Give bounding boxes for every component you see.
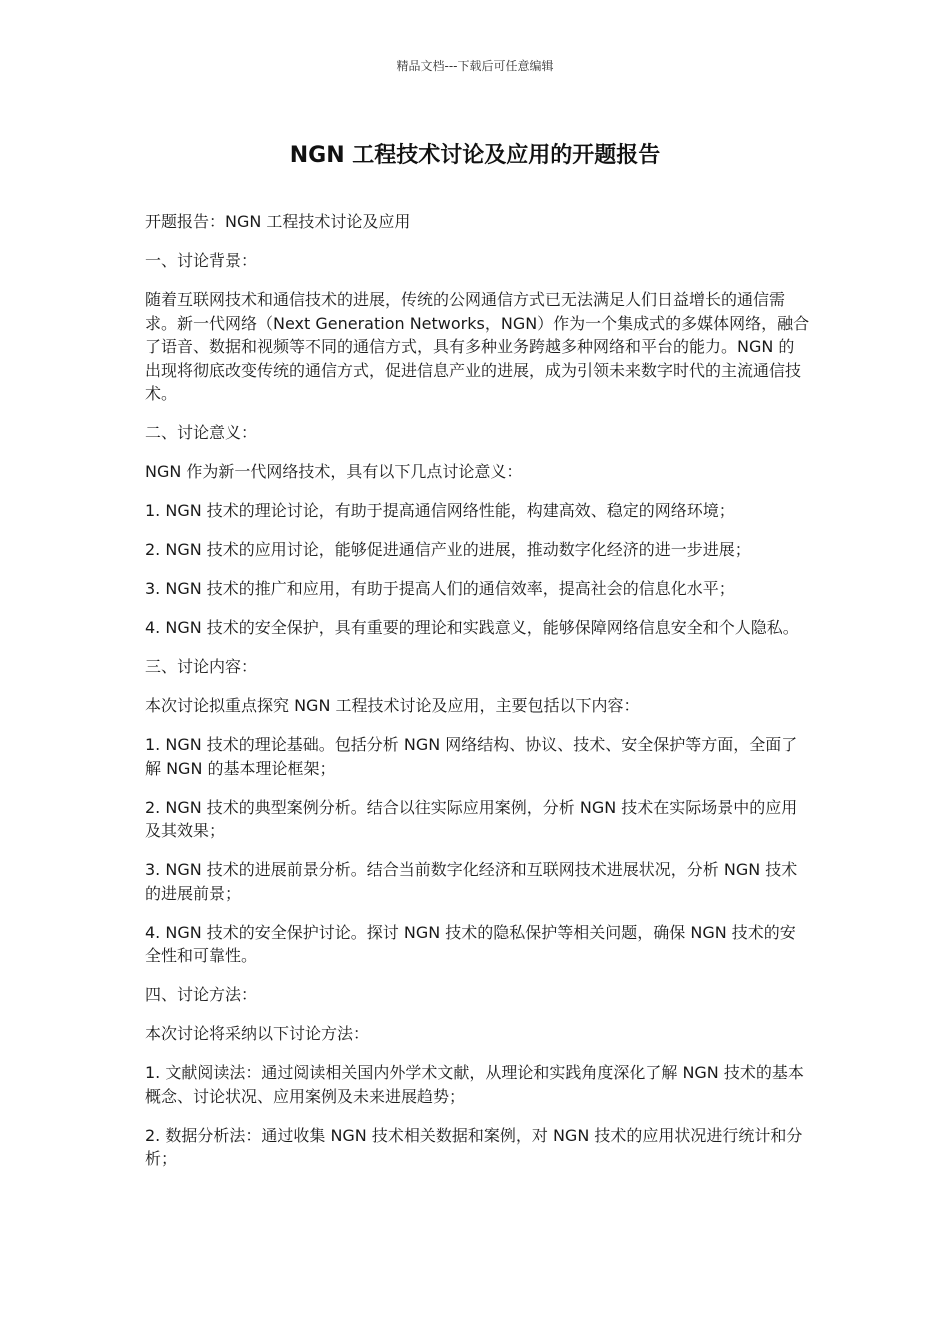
significance-item-2: 2. NGN 技术的应用讨论，能够促进通信产业的进展，推动数字化经济的进一步进展； (145, 540, 751, 559)
significance-intro: NGN 作为新一代网络技术，具有以下几点讨论意义： (145, 462, 523, 481)
significance-item-3: 3. NGN 技术的推广和应用，有助于提高人们的通信效率，提高社会的信息化水平； (145, 579, 735, 598)
section-heading-content: 三、讨论内容： (145, 657, 258, 676)
methods-item-1: 1. 文献阅读法：通过阅读相关国内外学术文献，从理论和实践角度深化了解 NGN 技术的基本概念、讨论状况、应用案例及未来进展趋势； (145, 1063, 804, 1106)
background-paragraph: 随着互联网技术和通信技术的进展，传统的公网通信方式已无法满足人们日益增长的通信需求。新一代网络（Next Generation Networks，NGN）作为一个集成式的多媒体网络，融合了语音、数据和视频等不同的通信方式，具有多种业务跨越多种网络和平台的能力。NGN 的出现将彻底改变传统的通信方式，促进信息产业的进展，成为引领未来数字时代的主流通信技术。 (145, 290, 810, 403)
document-body (145, 210, 810, 1186)
report-subject: 开题报告：NGN 工程技术讨论及应用 (145, 212, 411, 231)
content-intro: 本次讨论拟重点探究 NGN 工程技术讨论及应用，主要包括以下内容： (145, 696, 640, 715)
section-heading-methods: 四、讨论方法： (145, 985, 258, 1004)
content-item-3: 3. NGN 技术的进展前景分析。结合当前数字化经济和互联网技术进展状况，分析 NGN 技术的进展前景； (145, 860, 798, 903)
section-heading-significance: 二、讨论意义： (145, 423, 258, 442)
significance-item-1: 1. NGN 技术的理论讨论，有助于提高通信网络性能，构建高效、稳定的网络环境； (145, 501, 735, 520)
methods-item-2: 2. 数据分析法：通过收集 NGN 技术相关数据和案例，对 NGN 技术的应用状况进行统计和分析； (145, 1125, 803, 1168)
content-item-4: 4. NGN 技术的安全保护讨论。探讨 NGN 技术的隐私保护等相关问题，确保 NGN 技术的安全性和可靠性。 (145, 922, 796, 965)
content-item-1: 1. NGN 技术的理论基础。包括分析 NGN 网络结构、协议、技术、安全保护等方面，全面了解 NGN 的基本理论框架； (145, 735, 798, 778)
methods-intro: 本次讨论将采纳以下讨论方法： (145, 1024, 370, 1043)
significance-item-4: 4. NGN 技术的安全保护，具有重要的理论和实践意义，能够保障网络信息安全和个人隐私。 (145, 618, 799, 637)
section-heading-background: 一、讨论背景： (145, 251, 258, 270)
document-title: NGN 工程技术讨论及应用的开题报告 (289, 143, 661, 168)
header-note: 精品文档---下载后可任意编辑 (396, 59, 554, 73)
content-item-2: 2. NGN 技术的典型案例分析。结合以往实际应用案例，分析 NGN 技术在实际场景中的应用及其效果； (145, 797, 798, 840)
